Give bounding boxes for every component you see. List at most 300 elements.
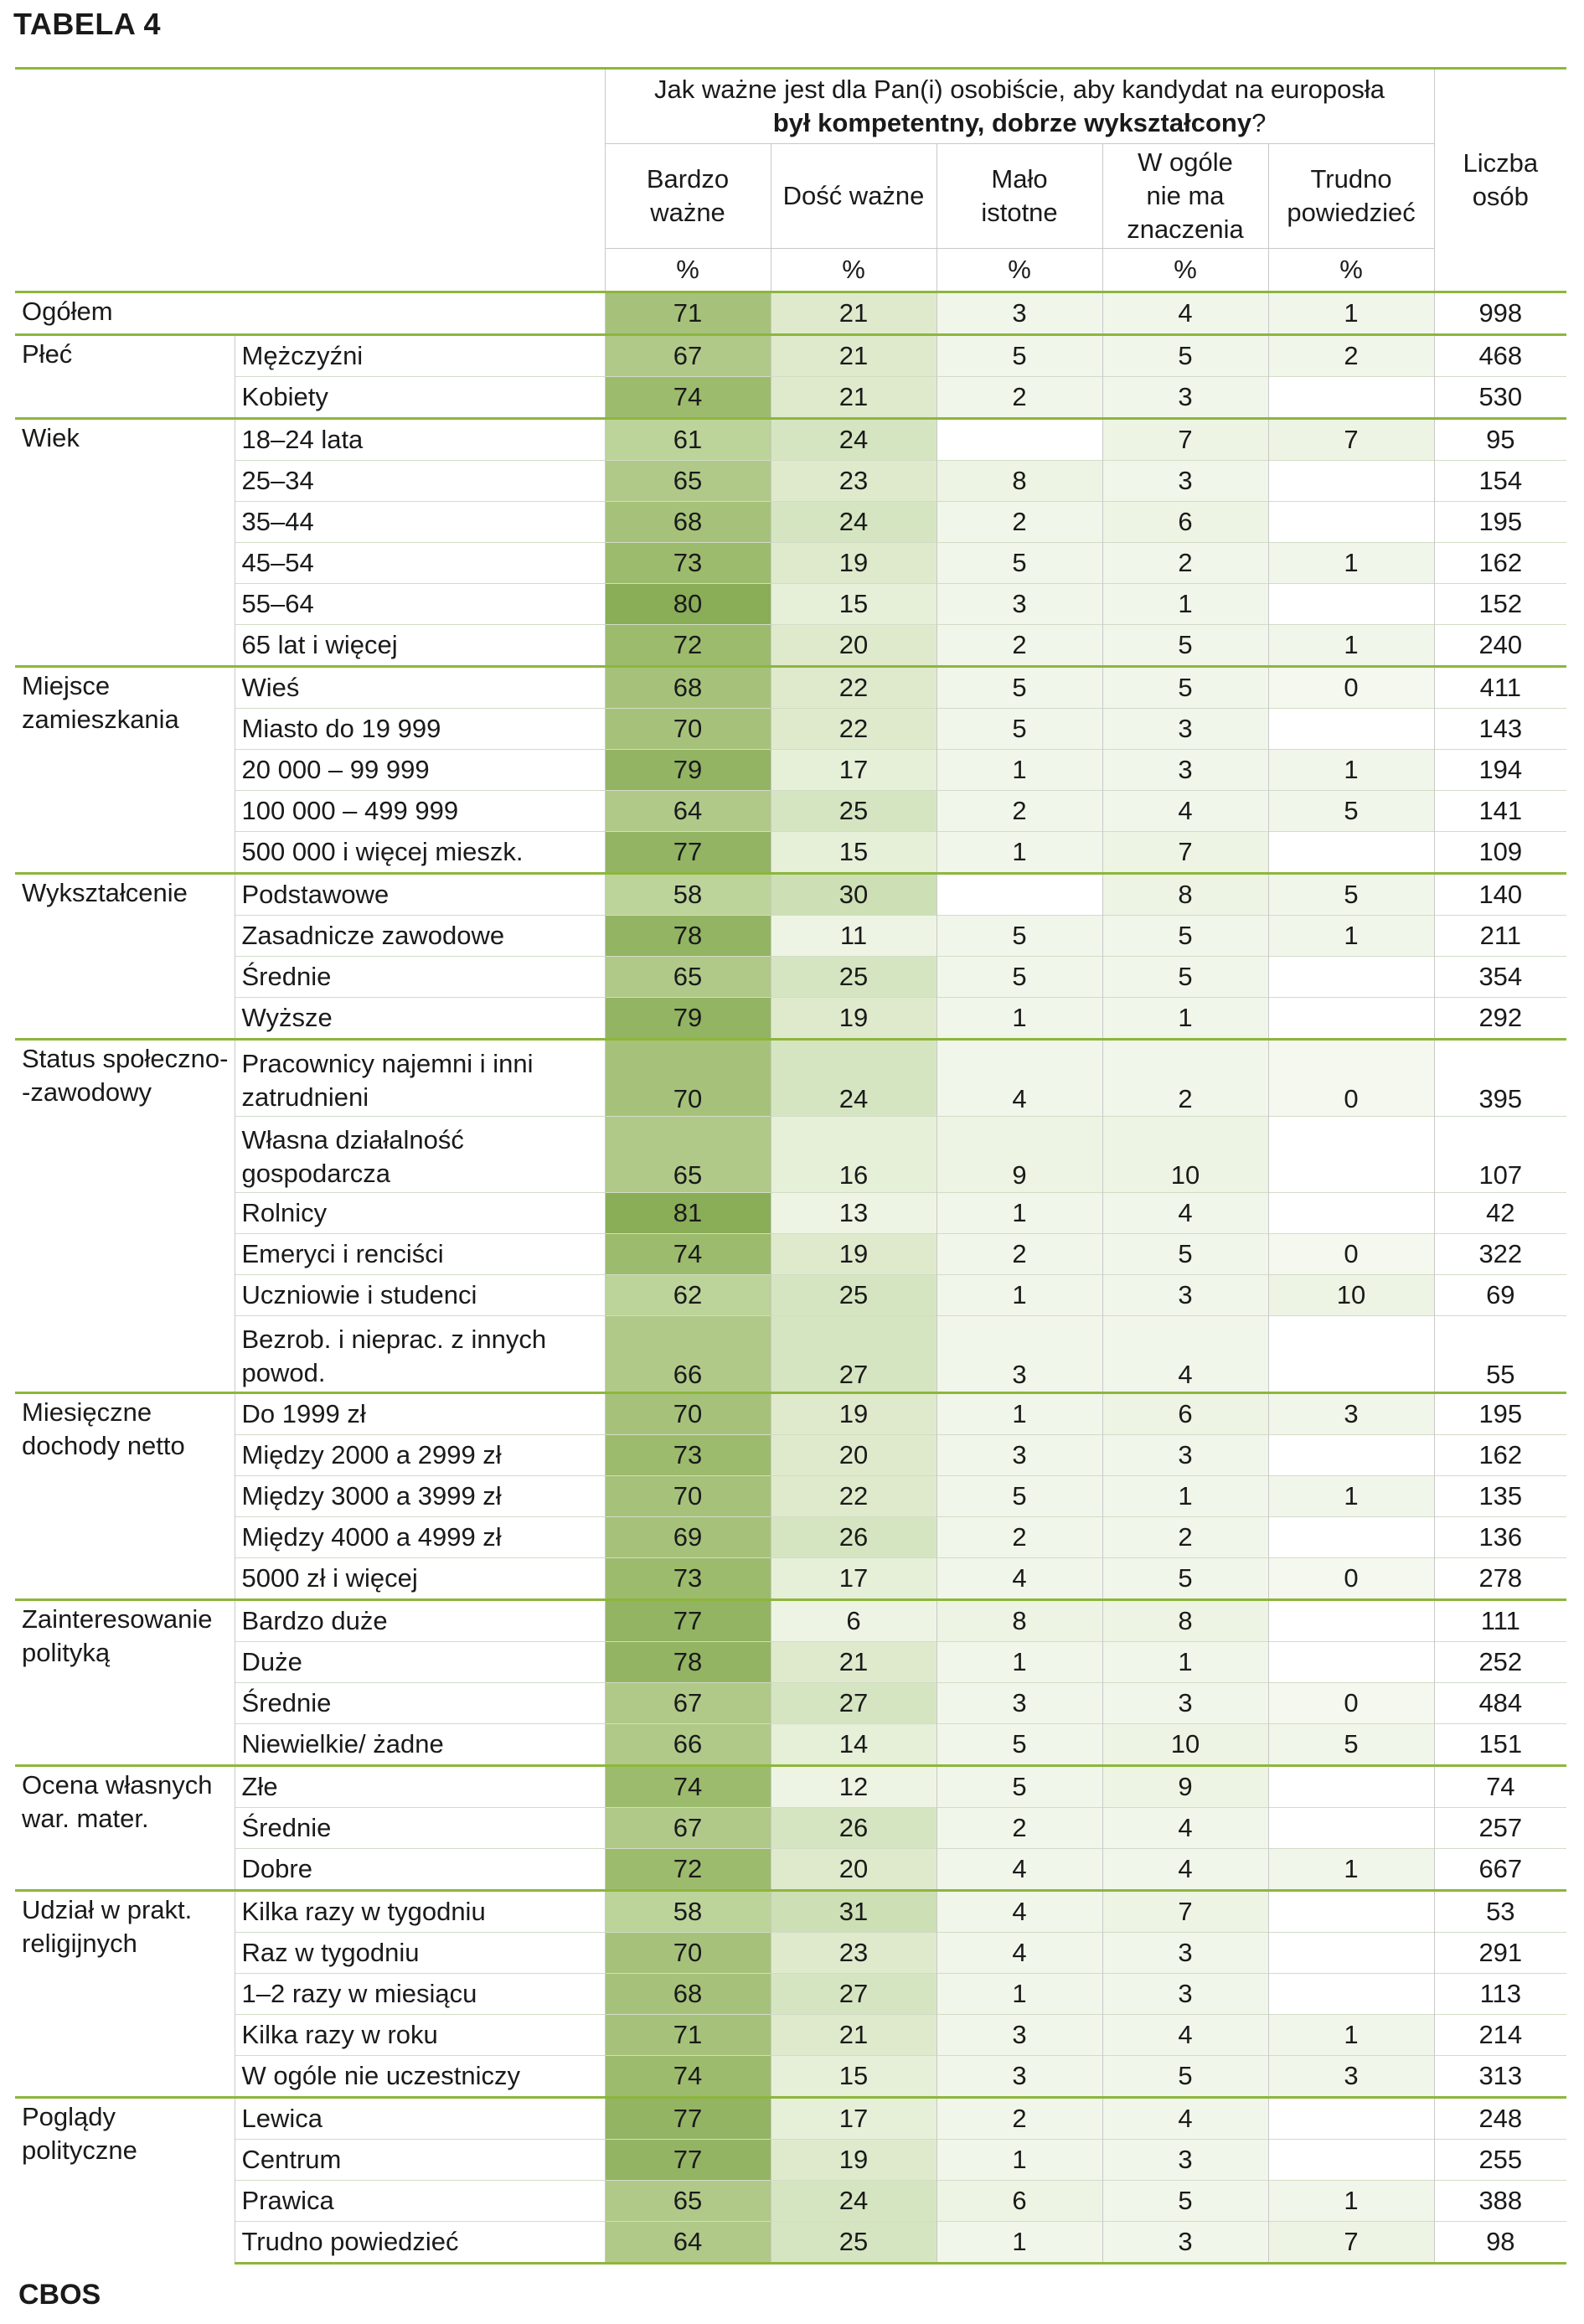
value-cell: 24 — [771, 502, 936, 543]
value-cell — [1268, 1642, 1434, 1683]
count-cell: 313 — [1434, 2056, 1566, 2098]
value-cell: 21 — [771, 335, 936, 377]
value-cell: 7 — [1268, 419, 1434, 461]
group-label: Płeć — [15, 335, 235, 419]
column-header-1: Bardzo ważne — [605, 144, 771, 249]
count-cell: 211 — [1434, 916, 1566, 957]
unit-label: % — [1268, 249, 1434, 292]
count-cell: 667 — [1434, 1849, 1566, 1891]
value-cell: 21 — [771, 292, 936, 335]
value-cell: 3 — [1102, 709, 1268, 750]
value-cell: 5 — [1102, 916, 1268, 957]
value-cell: 74 — [605, 1766, 771, 1808]
value-cell: 20 — [771, 1435, 936, 1476]
value-cell: 77 — [605, 2140, 771, 2181]
value-cell: 20 — [771, 1849, 936, 1891]
value-cell: 0 — [1268, 667, 1434, 709]
count-cell: 74 — [1434, 1766, 1566, 1808]
value-cell — [1268, 1117, 1434, 1193]
value-cell: 16 — [771, 1117, 936, 1193]
value-cell: 70 — [605, 709, 771, 750]
table-row — [15, 335, 1566, 377]
value-cell: 26 — [771, 1808, 936, 1849]
value-cell: 1 — [936, 832, 1102, 874]
value-cell: 3 — [1102, 1933, 1268, 1974]
value-cell: 5 — [936, 667, 1102, 709]
row-label: Do 1999 zł — [235, 1393, 605, 1435]
value-cell: 3 — [1102, 1435, 1268, 1476]
value-cell: 79 — [605, 998, 771, 1040]
count-cell: 194 — [1434, 750, 1566, 791]
value-cell — [1268, 1766, 1434, 1808]
value-cell: 1 — [1268, 2181, 1434, 2222]
value-cell: 19 — [771, 1234, 936, 1275]
count-cell: 257 — [1434, 1808, 1566, 1849]
table-row — [15, 543, 1566, 584]
count-cell: 411 — [1434, 667, 1566, 709]
row-label: Lewica — [235, 2098, 605, 2140]
value-cell: 67 — [605, 335, 771, 377]
row-label: Średnie — [235, 1683, 605, 1724]
value-cell: 3 — [1102, 377, 1268, 419]
count-cell: 141 — [1434, 791, 1566, 832]
value-cell: 5 — [936, 1476, 1102, 1517]
unit-label: % — [1102, 249, 1268, 292]
value-cell: 4 — [1102, 1849, 1268, 1891]
row-label: 500 000 i więcej mieszk. — [235, 832, 605, 874]
value-cell — [1268, 1891, 1434, 1933]
value-cell: 74 — [605, 377, 771, 419]
value-cell: 10 — [1268, 1275, 1434, 1316]
value-cell: 2 — [1102, 1040, 1268, 1117]
value-cell: 0 — [1268, 1558, 1434, 1600]
count-cell: 69 — [1434, 1275, 1566, 1316]
row-label: Złe — [235, 1766, 605, 1808]
count-cell: 195 — [1434, 1393, 1566, 1435]
table-row — [15, 625, 1566, 667]
question-header — [605, 69, 1434, 144]
row-label: Wyższe — [235, 998, 605, 1040]
count-cell: 322 — [1434, 1234, 1566, 1275]
value-cell: 2 — [936, 502, 1102, 543]
table-row — [15, 832, 1566, 874]
value-cell: 24 — [771, 2181, 936, 2222]
table-body — [15, 292, 1566, 2264]
table-row — [15, 502, 1566, 543]
value-cell: 5 — [936, 916, 1102, 957]
group-label: Miesięczne dochody netto — [15, 1393, 235, 1600]
count-cell: 154 — [1434, 461, 1566, 502]
table-row — [15, 2222, 1566, 2264]
value-cell — [1268, 832, 1434, 874]
value-cell: 4 — [936, 1933, 1102, 1974]
row-label: Kilka razy w roku — [235, 2015, 605, 2056]
value-cell — [1268, 1435, 1434, 1476]
value-cell: 6 — [771, 1600, 936, 1642]
value-cell: 61 — [605, 419, 771, 461]
column-header-4: W ogóle nie ma znaczenia — [1102, 144, 1268, 249]
value-cell: 68 — [605, 667, 771, 709]
value-cell: 2 — [936, 791, 1102, 832]
row-label: Zasadnicze zawodowe — [235, 916, 605, 957]
value-cell: 8 — [1102, 1600, 1268, 1642]
value-cell: 5 — [1102, 625, 1268, 667]
row-label: Kobiety — [235, 377, 605, 419]
count-cell: 152 — [1434, 584, 1566, 625]
value-cell — [1268, 2098, 1434, 2140]
value-cell — [1268, 502, 1434, 543]
value-cell: 5 — [1102, 2181, 1268, 2222]
value-cell: 3 — [1102, 750, 1268, 791]
value-cell: 10 — [1102, 1724, 1268, 1766]
value-cell: 17 — [771, 2098, 936, 2140]
value-cell: 19 — [771, 543, 936, 584]
count-cell: 291 — [1434, 1933, 1566, 1974]
count-cell: 252 — [1434, 1642, 1566, 1683]
table-row — [15, 584, 1566, 625]
row-label: 1–2 razy w miesiącu — [235, 1974, 605, 2015]
value-cell: 17 — [771, 750, 936, 791]
row-label: Miasto do 19 999 — [235, 709, 605, 750]
value-cell: 2 — [936, 1808, 1102, 1849]
value-cell: 15 — [771, 584, 936, 625]
value-cell — [1268, 957, 1434, 998]
count-cell: 388 — [1434, 2181, 1566, 2222]
table-row — [15, 2181, 1566, 2222]
value-cell: 0 — [1268, 1683, 1434, 1724]
value-cell — [1268, 709, 1434, 750]
value-cell: 25 — [771, 1275, 936, 1316]
count-header — [1434, 69, 1566, 292]
table-row — [15, 2140, 1566, 2181]
value-cell: 74 — [605, 1234, 771, 1275]
value-cell: 5 — [1268, 874, 1434, 916]
row-label: Dobre — [235, 1849, 605, 1891]
table-row — [15, 1808, 1566, 1849]
value-cell: 5 — [936, 957, 1102, 998]
count-cell: 109 — [1434, 832, 1566, 874]
value-cell — [1268, 1600, 1434, 1642]
row-label: Średnie — [235, 1808, 605, 1849]
value-cell: 5 — [936, 335, 1102, 377]
table-row — [15, 1724, 1566, 1766]
value-cell: 66 — [605, 1724, 771, 1766]
value-cell: 3 — [936, 2056, 1102, 2098]
value-cell: 67 — [605, 1808, 771, 1849]
value-cell: 64 — [605, 791, 771, 832]
value-cell: 73 — [605, 543, 771, 584]
count-cell: 95 — [1434, 419, 1566, 461]
value-cell — [1268, 998, 1434, 1040]
row-label: 100 000 – 499 999 — [235, 791, 605, 832]
row-label: Raz w tygodniu — [235, 1933, 605, 1974]
row-label: Centrum — [235, 2140, 605, 2181]
table-title: TABELA 4 — [13, 7, 162, 41]
value-cell: 1 — [936, 998, 1102, 1040]
row-label: Prawica — [235, 2181, 605, 2222]
row-label: Pracownicy najemni i inni zatrudnieni — [235, 1040, 605, 1117]
value-cell: 71 — [605, 2015, 771, 2056]
count-cell: 162 — [1434, 1435, 1566, 1476]
header-blank — [15, 69, 605, 292]
value-cell — [1268, 1517, 1434, 1558]
question-line1: Jak ważne jest dla Pan(i) osobiście, aby kandydat na europosła — [654, 75, 1385, 104]
value-cell: 22 — [771, 1476, 936, 1517]
value-cell — [1268, 377, 1434, 419]
row-label: Kilka razy w tygodniu — [235, 1891, 605, 1933]
value-cell: 11 — [771, 916, 936, 957]
count-cell: 278 — [1434, 1558, 1566, 1600]
value-cell: 5 — [1102, 2056, 1268, 2098]
table-row — [15, 377, 1566, 419]
row-label: 20 000 – 99 999 — [235, 750, 605, 791]
value-cell: 7 — [1102, 1891, 1268, 1933]
row-label: Wieś — [235, 667, 605, 709]
value-cell: 77 — [605, 1600, 771, 1642]
value-cell: 3 — [1102, 2140, 1268, 2181]
table-row — [15, 791, 1566, 832]
value-cell: 4 — [1102, 292, 1268, 335]
value-cell — [1268, 1193, 1434, 1234]
value-cell: 2 — [1102, 543, 1268, 584]
value-cell: 1 — [1102, 1642, 1268, 1683]
value-cell — [1268, 2140, 1434, 2181]
value-cell: 1 — [1102, 998, 1268, 1040]
value-cell: 70 — [605, 1393, 771, 1435]
value-cell: 25 — [771, 2222, 936, 2264]
count-cell: 354 — [1434, 957, 1566, 998]
count-cell: 111 — [1434, 1600, 1566, 1642]
value-cell: 7 — [1102, 832, 1268, 874]
count-cell: 214 — [1434, 2015, 1566, 2056]
group-label: Zainteresowanie polityką — [15, 1600, 235, 1766]
value-cell: 4 — [1102, 1193, 1268, 1234]
value-cell: 5 — [1102, 667, 1268, 709]
value-cell: 10 — [1102, 1117, 1268, 1193]
value-cell: 81 — [605, 1193, 771, 1234]
table-row — [15, 667, 1566, 709]
table-row — [15, 874, 1566, 916]
count-cell: 484 — [1434, 1683, 1566, 1724]
table-row — [15, 1683, 1566, 1724]
value-cell: 2 — [936, 625, 1102, 667]
count-cell: 151 — [1434, 1724, 1566, 1766]
value-cell: 23 — [771, 461, 936, 502]
value-cell — [1268, 584, 1434, 625]
value-cell: 4 — [1102, 1316, 1268, 1393]
value-cell: 8 — [936, 461, 1102, 502]
value-cell: 5 — [936, 543, 1102, 584]
row-label: Podstawowe — [235, 874, 605, 916]
table-row — [15, 1393, 1566, 1435]
value-cell: 70 — [605, 1476, 771, 1517]
value-cell: 79 — [605, 750, 771, 791]
value-cell: 2 — [936, 2098, 1102, 2140]
count-cell: 42 — [1434, 1193, 1566, 1234]
value-cell: 1 — [1268, 625, 1434, 667]
group-label: Ocena własnych war. mater. — [15, 1766, 235, 1891]
value-cell: 4 — [936, 1558, 1102, 1600]
table-row — [15, 1275, 1566, 1316]
value-cell: 71 — [605, 292, 771, 335]
value-cell: 5 — [1102, 1558, 1268, 1600]
table-row — [15, 998, 1566, 1040]
group-label: Ogółem — [15, 292, 605, 335]
value-cell: 64 — [605, 2222, 771, 2264]
value-cell: 4 — [936, 1891, 1102, 1933]
count-cell: 255 — [1434, 2140, 1566, 2181]
value-cell: 7 — [1268, 2222, 1434, 2264]
value-cell — [1268, 1808, 1434, 1849]
value-cell: 23 — [771, 1933, 936, 1974]
count-cell: 135 — [1434, 1476, 1566, 1517]
value-cell: 3 — [936, 1316, 1102, 1393]
value-cell: 3 — [936, 1435, 1102, 1476]
value-cell — [1268, 1316, 1434, 1393]
value-cell: 27 — [771, 1683, 936, 1724]
table-row — [15, 1849, 1566, 1891]
row-label: Bezrob. i nieprac. z innych powod. — [235, 1316, 605, 1393]
value-cell: 5 — [1268, 1724, 1434, 1766]
value-cell: 13 — [771, 1193, 936, 1234]
value-cell: 72 — [605, 625, 771, 667]
table-row — [15, 916, 1566, 957]
value-cell: 2 — [936, 1517, 1102, 1558]
value-cell: 24 — [771, 1040, 936, 1117]
value-cell: 5 — [1102, 335, 1268, 377]
table-row — [15, 1040, 1566, 1117]
value-cell: 9 — [936, 1117, 1102, 1193]
value-cell: 21 — [771, 377, 936, 419]
count-cell: 162 — [1434, 543, 1566, 584]
row-label: Własna działalność gospodarcza — [235, 1117, 605, 1193]
value-cell: 25 — [771, 791, 936, 832]
table-row — [15, 1193, 1566, 1234]
value-cell: 68 — [605, 502, 771, 543]
value-cell — [936, 419, 1102, 461]
value-cell: 20 — [771, 625, 936, 667]
value-cell: 72 — [605, 1849, 771, 1891]
value-cell — [1268, 1974, 1434, 2015]
table-row — [15, 1558, 1566, 1600]
value-cell: 5 — [1102, 957, 1268, 998]
value-cell: 27 — [771, 1974, 936, 2015]
unit-label: % — [771, 249, 936, 292]
count-cell: 240 — [1434, 625, 1566, 667]
table-row — [15, 1642, 1566, 1683]
value-cell: 58 — [605, 874, 771, 916]
value-cell: 1 — [1268, 2015, 1434, 2056]
row-label: Niewielkie/ żadne — [235, 1724, 605, 1766]
value-cell: 4 — [1102, 2015, 1268, 2056]
value-cell: 15 — [771, 2056, 936, 2098]
value-cell: 22 — [771, 709, 936, 750]
value-cell: 69 — [605, 1517, 771, 1558]
value-cell: 1 — [1102, 584, 1268, 625]
value-cell: 73 — [605, 1435, 771, 1476]
row-label: 25–34 — [235, 461, 605, 502]
value-cell: 1 — [936, 1642, 1102, 1683]
source-label: CBOS — [18, 2279, 101, 2311]
value-cell: 65 — [605, 2181, 771, 2222]
value-cell: 3 — [936, 2015, 1102, 2056]
value-cell: 22 — [771, 667, 936, 709]
value-cell: 1 — [936, 1974, 1102, 2015]
value-cell: 70 — [605, 1040, 771, 1117]
group-label: Wykształcenie — [15, 874, 235, 1040]
unit-label: % — [605, 249, 771, 292]
value-cell: 67 — [605, 1683, 771, 1724]
table-row — [15, 2098, 1566, 2140]
value-cell: 80 — [605, 584, 771, 625]
row-label: Między 2000 a 2999 zł — [235, 1435, 605, 1476]
value-cell: 65 — [605, 461, 771, 502]
group-label: Status społeczno- -zawodowy — [15, 1040, 235, 1393]
value-cell: 21 — [771, 2015, 936, 2056]
value-cell: 24 — [771, 419, 936, 461]
value-cell: 74 — [605, 2056, 771, 2098]
table-row — [15, 1600, 1566, 1642]
value-cell: 58 — [605, 1891, 771, 1933]
row-label: 45–54 — [235, 543, 605, 584]
table-row — [15, 1517, 1566, 1558]
count-cell: 53 — [1434, 1891, 1566, 1933]
value-cell: 4 — [936, 1040, 1102, 1117]
value-cell: 3 — [936, 1683, 1102, 1724]
group-label: Poglądy polityczne — [15, 2098, 235, 2264]
count-cell: 107 — [1434, 1117, 1566, 1193]
count-cell: 530 — [1434, 377, 1566, 419]
table-row — [15, 1117, 1566, 1193]
value-cell: 70 — [605, 1933, 771, 1974]
row-label: 65 lat i więcej — [235, 625, 605, 667]
value-cell: 30 — [771, 874, 936, 916]
value-cell: 3 — [1102, 1683, 1268, 1724]
row-label: 5000 zł i więcej — [235, 1558, 605, 1600]
value-cell: 4 — [936, 1849, 1102, 1891]
count-header-label: Liczba osób — [1463, 148, 1539, 211]
value-cell: 7 — [1102, 419, 1268, 461]
value-cell: 12 — [771, 1766, 936, 1808]
table-row — [15, 1933, 1566, 1974]
value-cell — [1268, 461, 1434, 502]
value-cell: 68 — [605, 1974, 771, 2015]
table-row — [15, 1435, 1566, 1476]
count-cell: 998 — [1434, 292, 1566, 335]
value-cell: 1 — [1268, 750, 1434, 791]
table-row — [15, 1476, 1566, 1517]
count-cell: 195 — [1434, 502, 1566, 543]
count-cell: 55 — [1434, 1316, 1566, 1393]
value-cell: 25 — [771, 957, 936, 998]
value-cell: 62 — [605, 1275, 771, 1316]
value-cell: 1 — [1268, 1849, 1434, 1891]
value-cell: 14 — [771, 1724, 936, 1766]
value-cell: 78 — [605, 1642, 771, 1683]
value-cell: 21 — [771, 1642, 936, 1683]
table-row — [15, 292, 1566, 335]
value-cell: 6 — [936, 2181, 1102, 2222]
value-cell — [1268, 1933, 1434, 1974]
value-cell: 27 — [771, 1316, 936, 1393]
value-cell: 5 — [1268, 791, 1434, 832]
row-label: Bardzo duże — [235, 1600, 605, 1642]
value-cell: 4 — [1102, 1808, 1268, 1849]
group-label: Wiek — [15, 419, 235, 667]
value-cell: 5 — [1102, 1234, 1268, 1275]
value-cell: 15 — [771, 832, 936, 874]
question-end: ? — [1251, 108, 1267, 137]
